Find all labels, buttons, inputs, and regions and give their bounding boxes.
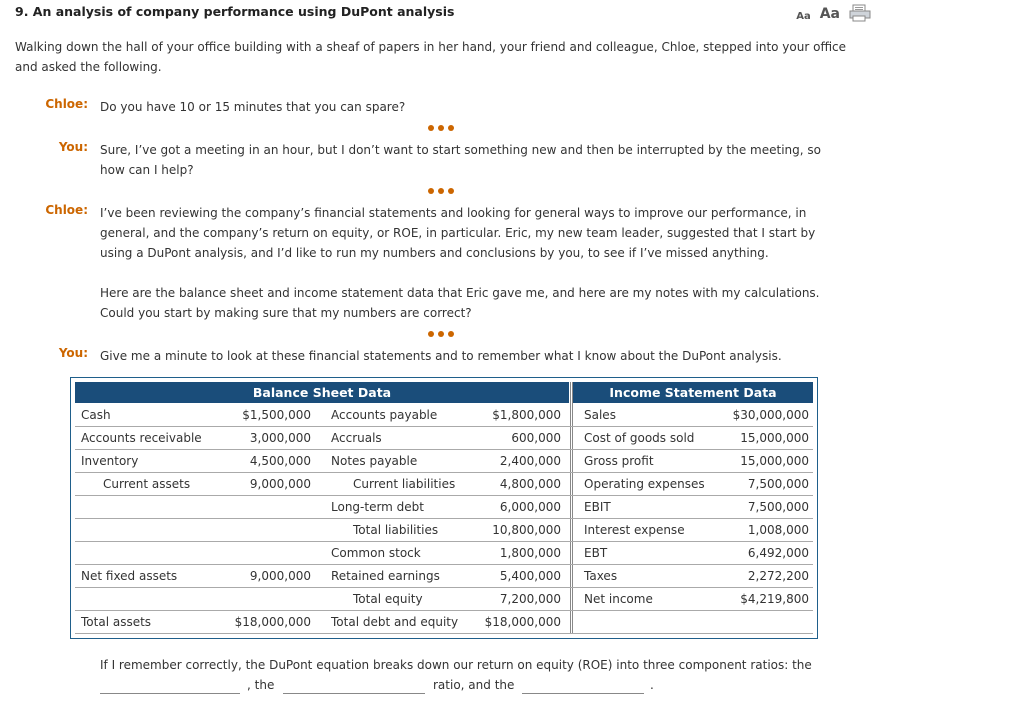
table-cell-asset-label: Accounts receivable — [81, 431, 202, 445]
table-cell-liability-label: Notes payable — [331, 454, 418, 468]
ending-paragraph: If I remember correctly, the DuPont equation breaks down our return on equity (ROE) into three component ratios: the — [100, 658, 812, 672]
table-cell-asset-label: Total assets — [81, 615, 152, 629]
table-cell-asset-label — [81, 520, 231, 540]
table-cell-income-value: $4,219,800 — [740, 592, 809, 606]
row-divider — [75, 633, 813, 634]
table-cell-income-value: 15,000,000 — [740, 454, 809, 468]
table-cell-income-value — [711, 612, 809, 632]
font-size-small-button[interactable]: Aa — [796, 11, 811, 22]
row-divider — [75, 472, 813, 473]
table-cell-asset-label: Current assets — [103, 477, 191, 491]
dialog-text-2: Sure, I’ve got a meeting in an hour, but I don’t want to start something new and then be interrupted by the meeting, so how can I help? — [100, 143, 821, 177]
table-cell-liability-value: 4,800,000 — [499, 477, 561, 491]
answer-blank-3[interactable] — [522, 693, 644, 694]
table-cell-asset-value: $1,500,000 — [242, 408, 311, 422]
dialog-text-1: Do you have 10 or 15 minutes that you can spare? — [100, 100, 406, 114]
table-cell-income-label: Taxes — [584, 569, 618, 583]
table-cell-liability-value: 7,200,000 — [499, 592, 561, 606]
table-cell-liability-value: 5,400,000 — [499, 569, 561, 583]
table-cell-income-label: EBT — [584, 546, 608, 560]
table-cell-income-label: Gross profit — [584, 454, 654, 468]
row-divider — [75, 495, 813, 496]
table-cell-income-value: 1,008,000 — [747, 523, 809, 537]
table-cell-asset-value: 9,000,000 — [249, 569, 311, 583]
table-cell-liability-value: $1,800,000 — [492, 408, 561, 422]
table-cell-income-label: EBIT — [584, 500, 611, 514]
ending-period: . — [650, 678, 654, 692]
row-divider — [75, 564, 813, 565]
speaker-you-2: You: — [58, 346, 88, 360]
table-cell-income-value: 6,492,000 — [747, 546, 809, 560]
speaker-chloe-2: Chloe: — [45, 203, 88, 217]
table-cell-income-label: Interest expense — [584, 523, 685, 537]
dots-divider — [428, 188, 454, 194]
row-divider — [75, 610, 813, 611]
table-cell-income-value: 7,500,000 — [747, 500, 809, 514]
table-cell-asset-value: 9,000,000 — [249, 477, 311, 491]
table-cell-asset-value: 3,000,000 — [249, 431, 311, 445]
column-separator — [572, 382, 573, 634]
table-cell-liability-label: Total liabilities — [353, 523, 439, 537]
answer-blank-2[interactable] — [283, 693, 425, 694]
ending-ratio-label: ratio, and the — [433, 678, 515, 692]
ending-the-label: , the — [247, 678, 275, 692]
table-cell-asset-label: Inventory — [81, 454, 139, 468]
table-cell-income-value: 15,000,000 — [740, 431, 809, 445]
column-separator — [570, 382, 571, 634]
table-cell-asset-label — [81, 543, 231, 563]
table-cell-liability-label: Total equity — [353, 592, 423, 606]
print-icon[interactable] — [849, 4, 871, 22]
table-cell-income-value: 7,500,000 — [747, 477, 809, 491]
table-cell-asset-value: 4,500,000 — [249, 454, 311, 468]
table-cell-liability-label: Common stock — [331, 546, 421, 560]
table-cell-liability-value: 600,000 — [511, 431, 561, 445]
balance-sheet-header: Balance Sheet Data — [75, 382, 569, 403]
table-cell-liability-label: Retained earnings — [331, 569, 440, 583]
table-cell-liability-label: Long-term debt — [331, 500, 425, 514]
row-divider — [75, 426, 813, 427]
table-cell-asset-value — [221, 520, 311, 540]
dots-divider — [428, 331, 454, 337]
table-cell-liability-value: 10,800,000 — [492, 523, 561, 537]
row-divider — [75, 541, 813, 542]
table-cell-liability-label: Accruals — [331, 431, 382, 445]
table-cell-asset-value — [221, 589, 311, 609]
table-cell-asset-label — [81, 497, 231, 517]
dots-divider — [428, 125, 454, 131]
table-cell-asset-value — [221, 543, 311, 563]
table-cell-income-label: Net income — [584, 592, 653, 606]
speaker-chloe-1: Chloe: — [45, 97, 88, 111]
table-cell-income-label: Sales — [584, 408, 616, 422]
table-cell-liability-value: 2,400,000 — [499, 454, 561, 468]
speaker-you-1: You: — [58, 140, 88, 154]
answer-blank-1[interactable] — [100, 693, 240, 694]
row-divider — [75, 449, 813, 450]
table-cell-asset-label: Net fixed assets — [81, 569, 178, 583]
table-cell-liability-value: 6,000,000 — [499, 500, 561, 514]
table-cell-income-label: Operating expenses — [584, 477, 705, 491]
financial-data-table — [70, 377, 818, 639]
table-cell-liability-label: Current liabilities — [353, 477, 456, 491]
table-cell-liability-label: Accounts payable — [331, 408, 438, 422]
dialog-text-3: I’ve been reviewing the company’s financial statements and looking for general ways to improve our performance, in general, and the company’s return on equity, or ROE, in particular. Eric, my new team leader, suggested that I start by using a DuPont analysis, and I’d like to run my numbers and conclusions by you, to see if I’ve missed anything. — [100, 206, 816, 260]
table-cell-income-label: Cost of goods sold — [584, 431, 695, 445]
dialog-text-5: Give me a minute to look at these financial statements and to remember what I know about the DuPont analysis. — [100, 349, 782, 363]
table-cell-income-value: 2,272,200 — [747, 569, 809, 583]
row-divider — [75, 587, 813, 588]
table-cell-asset-value: $18,000,000 — [234, 615, 311, 629]
table-cell-liability-value: $18,000,000 — [484, 615, 561, 629]
table-cell-liability-value: 1,800,000 — [499, 546, 561, 560]
dialog-text-4: Here are the balance sheet and income statement data that Eric gave me, and here are my notes with my calculations. Could you start by making sure that my numbers are correct? — [100, 286, 820, 320]
row-divider — [75, 518, 813, 519]
font-size-large-button[interactable]: Aa — [819, 6, 840, 22]
table-cell-liability-label: Total debt and equity — [331, 615, 459, 629]
toolbar — [796, 4, 871, 22]
table-cell-income-label — [584, 612, 724, 632]
table-cell-asset-label: Cash — [81, 408, 111, 422]
income-statement-header: Income Statement Data — [573, 382, 813, 403]
intro-paragraph: Walking down the hall of your office building with a sheaf of papers in her hand, your friend and colleague, Chloe, stepped into your office and asked the following. — [15, 40, 847, 74]
table-cell-asset-label — [81, 589, 231, 609]
table-cell-asset-value — [221, 497, 311, 517]
table-cell-income-value: $30,000,000 — [732, 408, 809, 422]
question-title: 9. An analysis of company performance using DuPont analysis — [15, 4, 455, 19]
